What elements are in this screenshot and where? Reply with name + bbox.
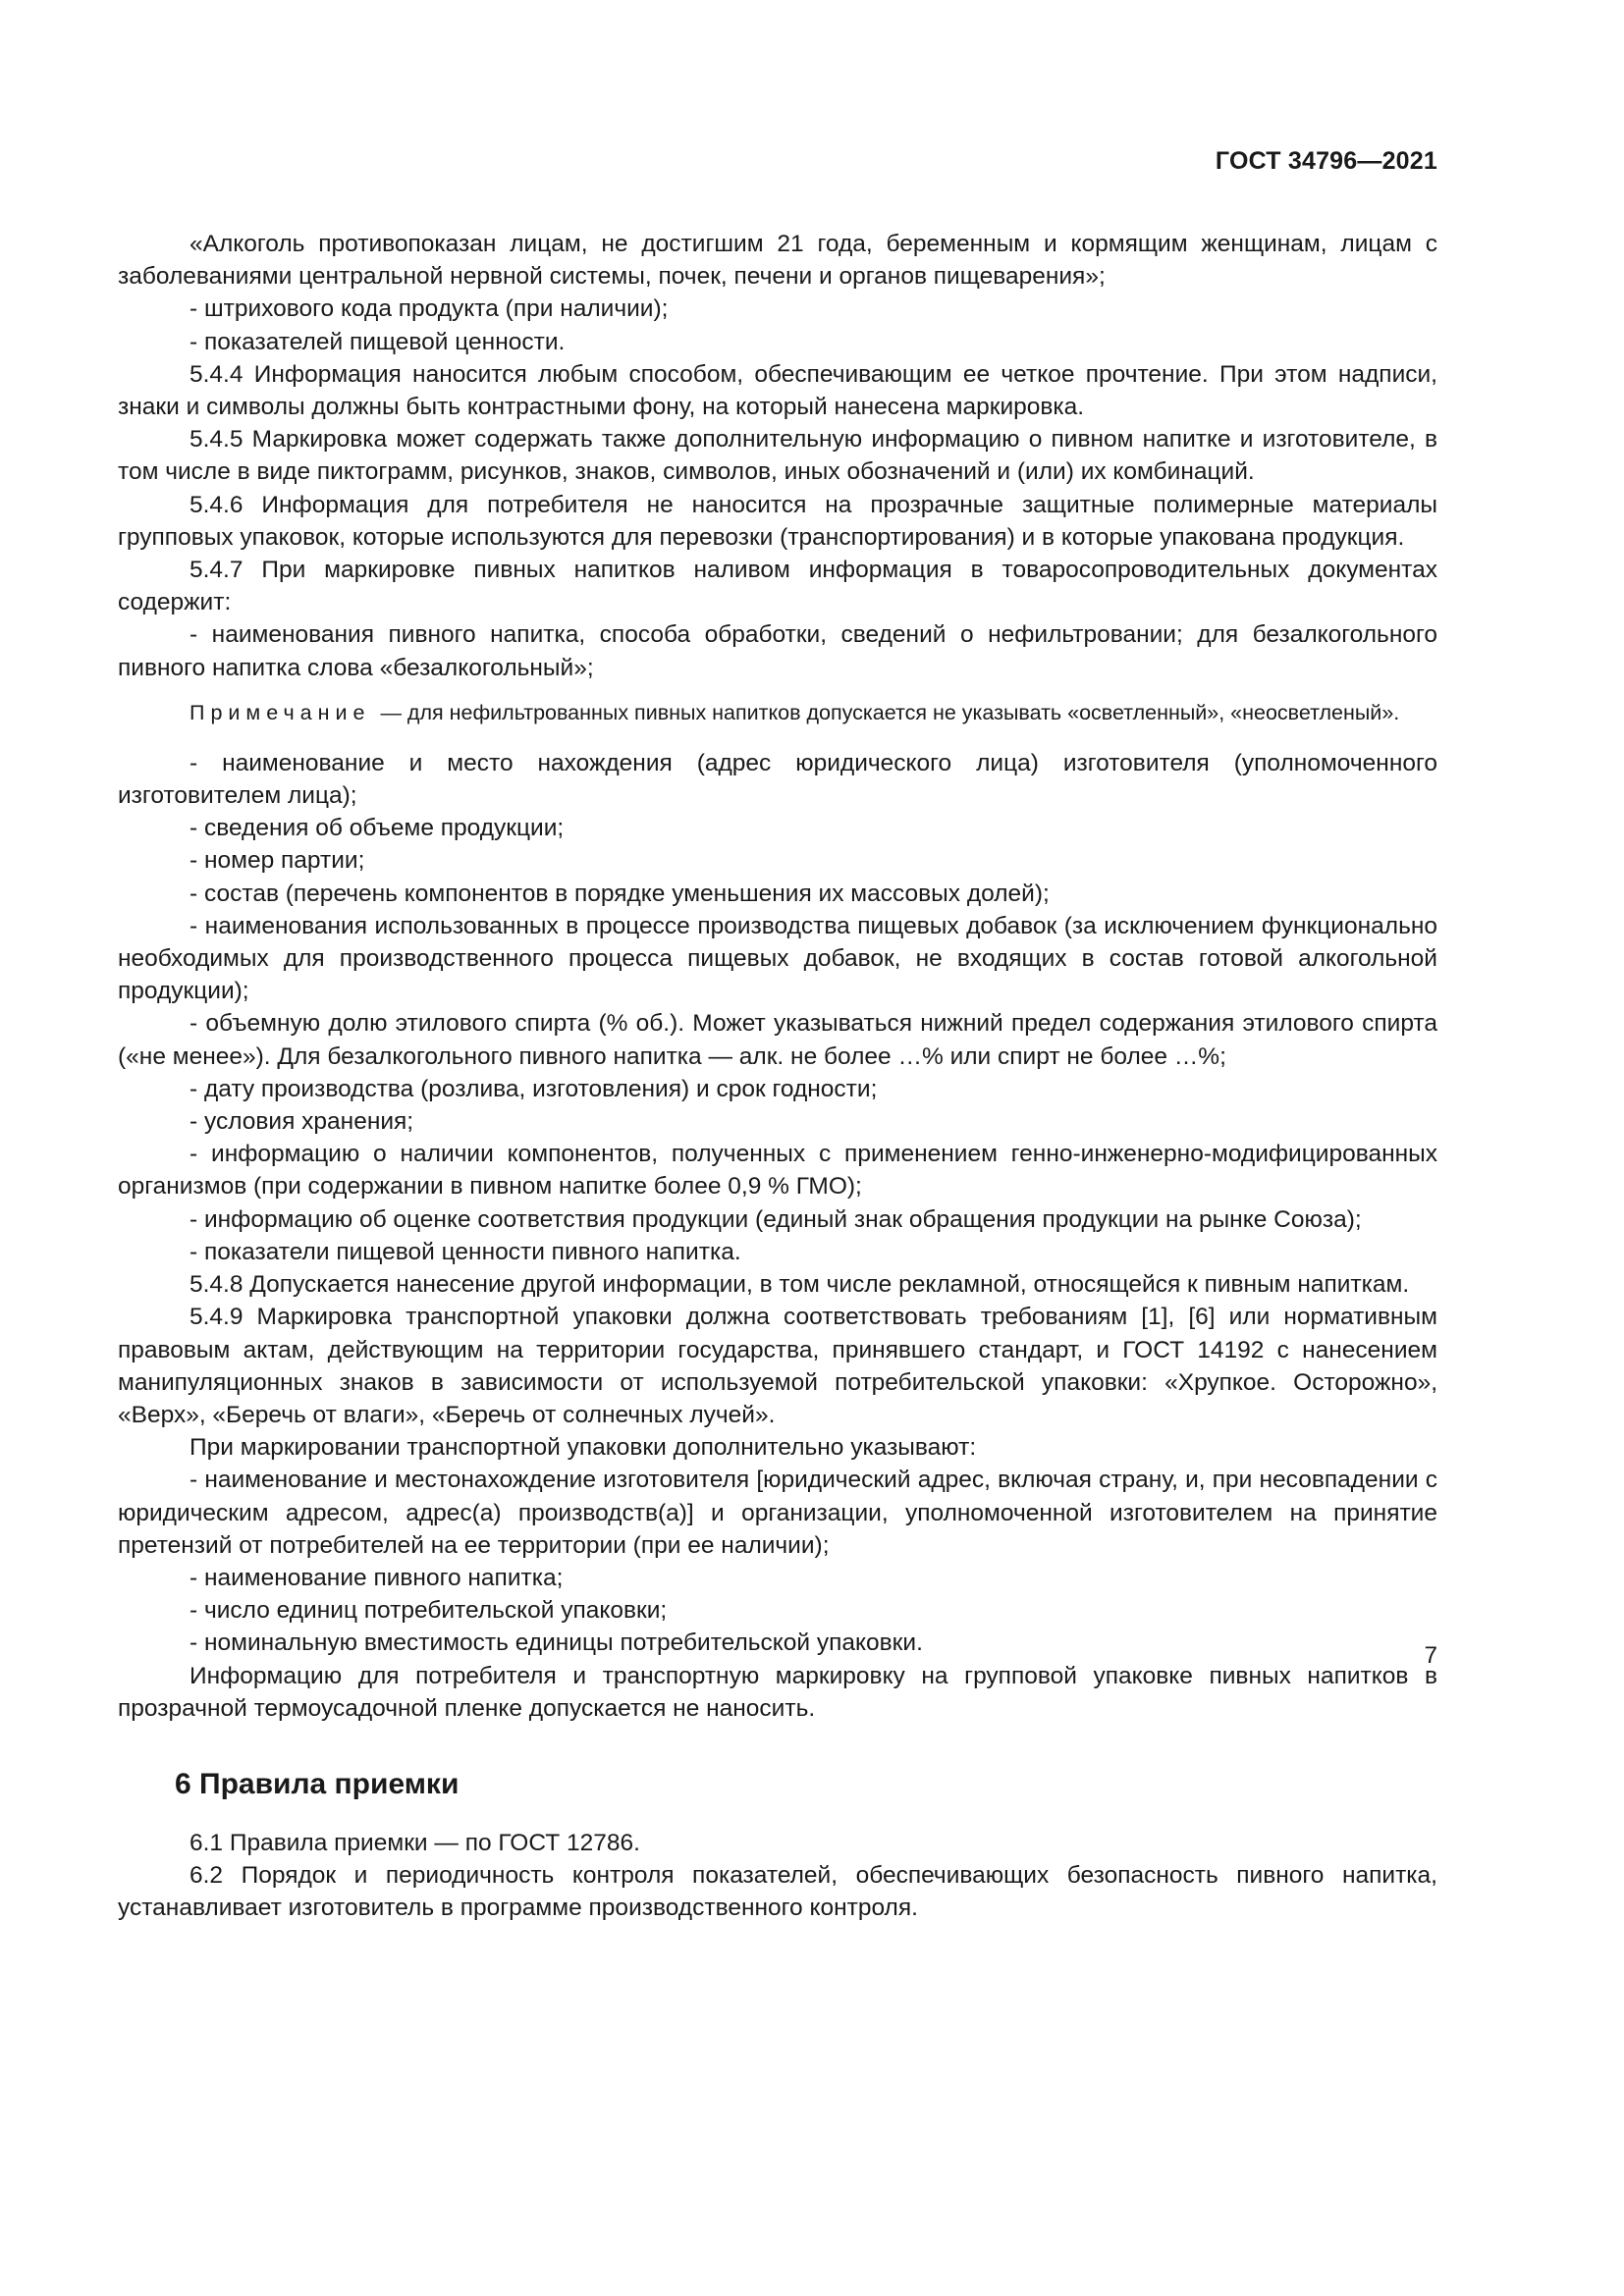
paragraph: Информацию для потребителя и транспортную маркировку на групповой упаковке пивных напитков в прозрачной термоусадочной пленке допускается не наносить.: [118, 1662, 1437, 1722]
document-body: [118, 228, 1437, 1925]
paragraph: 5.4.7 При маркировке пивных напитков наливом информация в товаросопроводительных документах содержит:: [118, 557, 1437, 616]
paragraph: - наименование пивного напитка;: [189, 1564, 564, 1591]
paragraph: - сведения об объеме продукции;: [189, 815, 565, 842]
paragraph: - объемную долю этилового спирта (% об.). Может указываться нижний предел содержания этилового спирта («не менее»). Для безалкогольного пивного напитка — алк. не более …% или спирт не более …%;: [118, 1010, 1437, 1070]
paragraph: 6.2 Порядок и периодичность контроля показателей, обеспечивающих безопасность пивного напитка, устанавливает изготовитель в программе производственного контроля.: [118, 1862, 1437, 1922]
paragraphs-bottom: [118, 1827, 1437, 1925]
paragraph: 5.4.8 Допускается нанесение другой информации, в том числе рекламной, относящейся к пивным напиткам.: [189, 1271, 1410, 1299]
paragraphs-middle: [118, 747, 1437, 1725]
paragraph: 6.1 Правила приемки — по ГОСТ 12786.: [189, 1829, 640, 1856]
paragraph: - показатели пищевой ценности пивного напитка.: [189, 1238, 741, 1265]
section-title: 6 Правила приемки: [175, 1767, 460, 1800]
paragraph: 5.4.9 Маркировка транспортной упаковки должна соответствовать требованиям [1], [6] или нормативным правовым актам, действующим на территории государства, принявшего стандарт, и ГОСТ 14192 с нанесением манипуляционных знаков в зависимости от используемой потребительской упаковки: «Хрупкое. Осторожно», «Верх», «Беречь от влаги», «Беречь от солнечных лучей».: [118, 1304, 1437, 1428]
paragraph: 5.4.5 Маркировка может содержать также дополнительную информацию о пивном напитке и изготовителе, в том числе в виде пиктограмм, рисунков, знаков, символов, иных обозначений и (или) их комбинаций.: [118, 426, 1437, 486]
paragraph: - дату производства (розлива, изготовления) и срок годности;: [189, 1075, 878, 1102]
paragraph: - наименование и место нахождения (адрес юридического лица) изготовителя (уполномоченного изготовителем лица);: [118, 749, 1437, 810]
paragraph: При маркировании транспортной упаковки дополнительно указывают:: [189, 1434, 977, 1462]
paragraph: - наименование и местонахождение изготовителя [юридический адрес, включая страну, и, при несовпадении с юридическим адресом, адрес(а) производств(а)] и организации, уполномоченной изготовителем на принятие претензий от потребителей на ее территории (при ее наличии);: [118, 1467, 1437, 1559]
paragraph: - номер партии;: [189, 847, 365, 875]
paragraph: - показателей пищевой ценности.: [189, 328, 566, 355]
document-header: ГОСТ 34796—2021: [1215, 147, 1437, 175]
paragraph: - число единиц потребительской упаковки;: [189, 1597, 668, 1625]
paragraph: «Алкоголь противопоказан лицам, не достигшим 21 года, беременным и кормящим женщинам, лицам с заболеваниями центральной нервной системы, почек, печени и органов пищеварения»;: [118, 231, 1437, 291]
paragraph: - наименования пивного напитка, способа обработки, сведений о нефильтровании; для безалкогольного пивного напитка слова «безалкогольный»;: [118, 621, 1437, 681]
paragraph: - наименования использованных в процессе производства пищевых добавок (за исключением функционально необходимых для производственного процесса пищевых добавок, не входящих в состав готовой алкогольной продукции);: [118, 912, 1437, 1005]
paragraphs-top: [118, 228, 1437, 684]
paragraph: - состав (перечень компонентов в порядке уменьшения их массовых долей);: [189, 880, 1050, 907]
paragraph: - условия хранения;: [189, 1108, 414, 1136]
paragraph: - информацию о наличии компонентов, полученных с применением генно-инженерно-модифицированных организмов (при содержании в пивном напитке более 0,9 % ГМО);: [118, 1141, 1437, 1201]
note-text: — для нефильтрованных пивных напитков допускается не указывать «осветленный», «неосветленый».: [380, 700, 1400, 724]
paragraph: 5.4.6 Информация для потребителя не наносится на прозрачные защитные полимерные материалы групповых упаковок, которые используются для перевозки (транспортирования) и в которые упакована продукция.: [118, 491, 1437, 551]
note-label: Примечание: [189, 700, 371, 724]
paragraph: 5.4.4 Информация наносится любым способом, обеспечивающим ее четкое прочтение. При этом надписи, знаки и символы должны быть контрастными фону, на который нанесена маркировка.: [118, 360, 1437, 421]
paragraph: - штрихового кода продукта (при наличии);: [189, 295, 669, 323]
paragraph: - номинальную вместимость единицы потребительской упаковки.: [189, 1629, 923, 1657]
paragraph: - информацию об оценке соответствия продукции (единый знак обращения продукции на рынке Союза);: [189, 1205, 1362, 1233]
note: [118, 699, 1437, 727]
page-number: 7: [1424, 1642, 1437, 1669]
